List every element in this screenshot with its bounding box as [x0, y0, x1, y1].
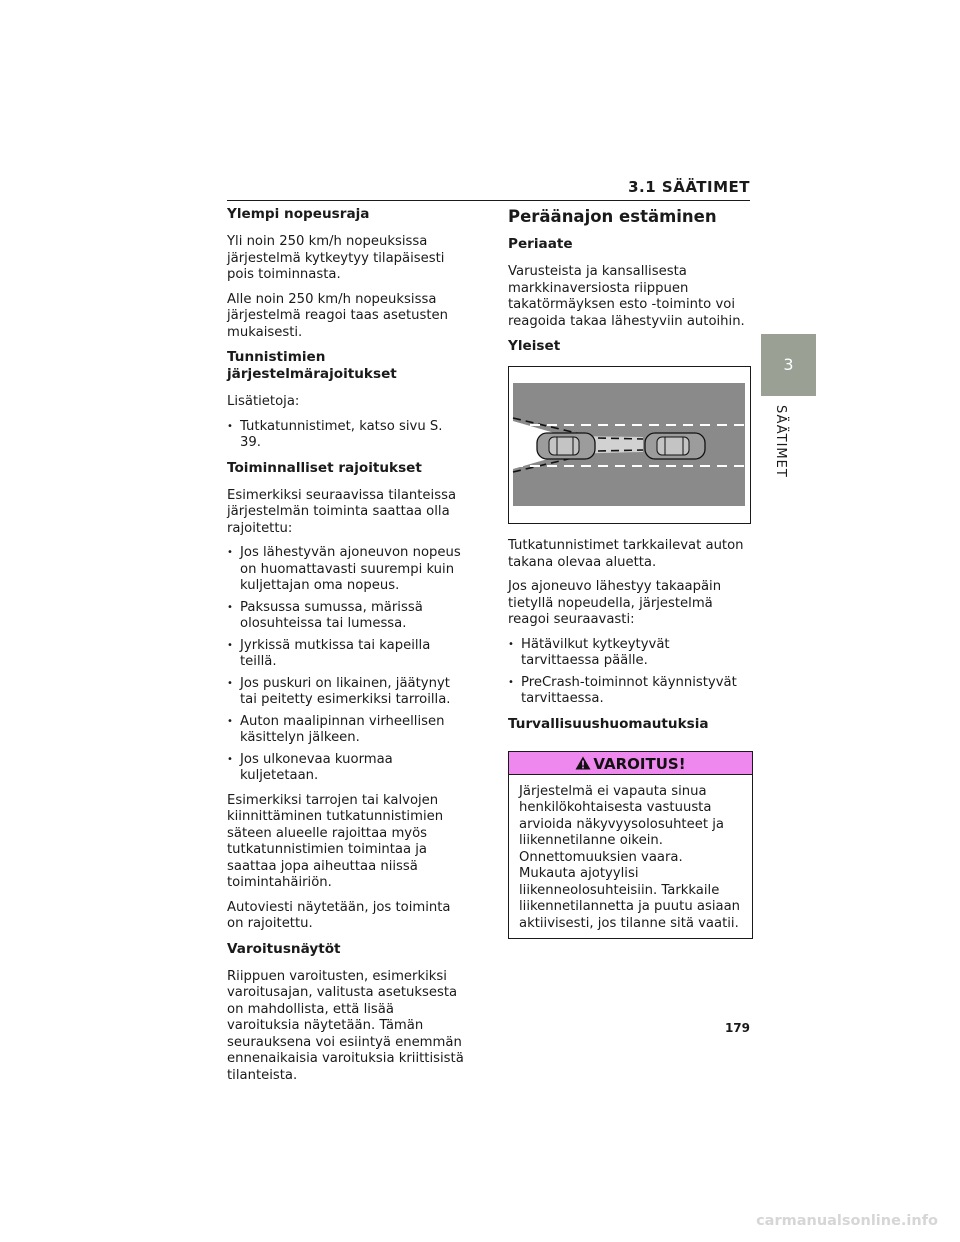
yleiset-list	[508, 637, 751, 708]
toiminnalliset-paragraph-3: Autoviesti näytetään, jos toiminta on rajoitettu.	[227, 899, 451, 931]
ylempi-paragraph-1: Yli noin 250 km/h nopeuksissa järjestelmä kytkeytyy tilapäisesti pois toiminnasta.	[227, 234, 445, 282]
list-item: • PreCrash-toiminnot käynnistyvät tarvittaessa.	[508, 675, 751, 708]
chapter-tab-label: SÄÄTIMET	[773, 405, 788, 478]
tunnistimien-paragraph: Lisätietoja:	[227, 394, 300, 409]
right-column	[508, 206, 751, 939]
toiminnalliset-paragraph-1: Esimerkiksi seuraavissa tilanteissa järjestelmän toiminta saattaa olla rajoitettu:	[227, 487, 457, 536]
section-header-title: 3.1 SÄÄTIMET	[628, 178, 750, 196]
watermark: carmanualsonline.info	[756, 1213, 938, 1229]
periaate-paragraph: Varusteista ja kansallisesta markkinaversiosta riippuen takatörmäyksen esto -toiminto voi reagoida takaa lähestyviin autoihin.	[508, 264, 745, 329]
varoitusnaytot-heading: Varoitusnäytöt	[227, 940, 341, 957]
warning-box	[508, 751, 753, 940]
yleiset-paragraph-2: Jos ajoneuvo lähestyy takaapäin tietyllä nopeudella, järjestelmä reagoi seuraavasti:	[508, 579, 722, 627]
toiminnalliset-list	[227, 545, 467, 785]
rear-radar-illustration	[508, 366, 751, 524]
periaate-heading: Periaate	[508, 236, 573, 252]
list-item: • Jos puskuri on likainen, jäätynyt tai peitetty esimerkiksi tarroilla.	[227, 676, 467, 709]
list-item: • Tutkatunnistimet, katso sivu S. 39.	[227, 419, 467, 452]
list-item: • Auton maalipinnan virheellisen käsittelyn jälkeen.	[227, 714, 467, 747]
chapter-tab-number: 3	[783, 355, 794, 374]
tunnistimien-list	[227, 419, 467, 452]
warning-text: Järjestelmä ei vapauta sinua henkilökohtaisesta vastuusta arvioida näkyvyysolosuhteet ja liikennetilanne oikein. Onnettomuuksien vaara. Mukauta ajotyylisi liikenneolosuhteisiin. Tarkkaile liikennetilannetta ja puutu asiaan aktiivisesti, jos tilanne sitä vaatii.	[519, 783, 741, 931]
yleiset-paragraph-1: Tutkatunnistimet tarkkailevat auton takana olevaa aluetta.	[508, 538, 744, 570]
list-item: • Jos lähestyvän ajoneuvon nopeus on huomattavasti suurempi kuin kuljettajan oma nopeus.	[227, 545, 467, 595]
warning-label: VAROITUS!	[593, 754, 686, 773]
list-item: • Paksussa sumussa, märissä olosuhteissa tai lumessa.	[227, 600, 467, 633]
own-car	[645, 433, 705, 459]
ylempi-heading: Ylempi nopeusraja	[227, 206, 370, 222]
header-rule	[227, 200, 750, 201]
list-item: • Jos ulkonevaa kuormaa kuljetetaan.	[227, 752, 467, 785]
rear-car	[537, 433, 595, 459]
varoitusnaytot-paragraph: Riippuen varoitusten, esimerkiksi varoitusajan, valitusta asetuksesta on mahdollista, että lisää varoituksia näytetään. Tämän seurauksena voi esiintyä enemmän ennenaikaisia varoituksia kriittisistä tilanteista.	[227, 968, 464, 1083]
main-section-title: Peräänajon estäminen	[508, 207, 717, 226]
yleiset-heading: Yleiset	[508, 338, 561, 354]
turvallisuus-heading: Turvallisuushuomautuksia	[508, 715, 709, 732]
road-diagram	[509, 367, 750, 523]
warning-header	[509, 752, 752, 775]
toiminnalliset-paragraph-2: Esimerkiksi tarrojen tai kalvojen kiinnittäminen tutkatunnistimien säteen alueelle rajoittaa myös tutkatunnistimien toimintaa ja saattaa jopa aiheuttaa niissä toimintahäiriön.	[227, 792, 444, 890]
toiminnalliset-heading: Toiminnalliset rajoitukset	[227, 459, 422, 476]
tunnistimien-heading: Tunnistimien järjestelmärajoitukset	[227, 349, 397, 382]
list-item: • Jyrkissä mutkissa tai kapeilla teillä.	[227, 638, 467, 671]
left-column	[227, 206, 467, 1092]
list-item: • Hätävilkut kytkeytyvät tarvittaessa päälle.	[508, 637, 751, 670]
ylempi-paragraph-2: Alle noin 250 km/h nopeuksissa järjestelmä reagoi taas asetusten mukaisesti.	[227, 291, 449, 340]
warning-triangle-icon	[575, 756, 591, 770]
page-number: 179	[724, 1021, 750, 1035]
